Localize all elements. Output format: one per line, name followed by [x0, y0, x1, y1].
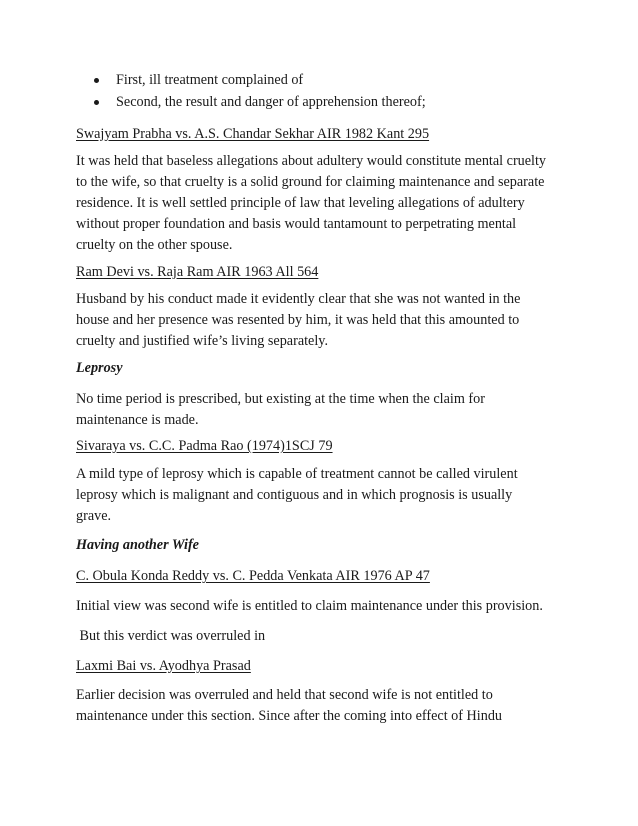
case-citation: C. Obula Konda Reddy vs. C. Pedda Venkata AIR 1976 AP 47 [76, 568, 430, 584]
case-citation: Sivaraya vs. C.C. Padma Rao (1974)1SCJ 79 [76, 438, 333, 454]
bullet-text: First, ill treatment complained of [116, 72, 304, 88]
bullet-item [90, 91, 426, 113]
case-citation: Swajyam Prabha vs. A.S. Chandar Sekhar AIR 1982 Kant 295 [76, 126, 430, 142]
paragraph: Husband by his conduct made it evidently clear that she was not wanted in the house and her presence was resented by him, it was held that this amounted to cruelty and justified wife’s living separately. [76, 291, 521, 349]
bullet-dot-icon [94, 100, 99, 105]
section-heading: Having another Wife [76, 537, 199, 553]
paragraph: It was held that baseless allegations about adultery would constitute mental cruelty to the wife, so that cruelty is a solid ground for claiming maintenance and separate residence. It is well settled principle of law that leveling allegations of adultery without proper foundation and basis would tantamount to perpetrating mental cruelty on the other spouse. [76, 153, 547, 253]
paragraph: Initial view was second wife is entitled to claim maintenance under this provision. [76, 598, 543, 614]
case-citation: Laxmi Bai vs. Ayodhya Prasad [76, 658, 251, 674]
bullet-text: Second, the result and danger of apprehension thereof; [116, 94, 426, 110]
paragraph: A mild type of leprosy which is capable of treatment cannot be called virulent leprosy which is malignant and contiguous and in which prognosis is usually grave. [76, 466, 518, 524]
bullet-dot-icon [94, 78, 99, 83]
paragraph: No time period is prescribed, but existing at the time when the claim for maintenance is made. [76, 391, 485, 428]
paragraph: Earlier decision was overruled and held that second wife is not entitled to maintenance under this section. Since after the coming into effect of Hindu [76, 687, 503, 724]
case-citation: Ram Devi vs. Raja Ram AIR 1963 All 564 [76, 264, 319, 280]
paragraph: But this verdict was overruled in [76, 628, 266, 644]
bullet-list [90, 69, 426, 113]
bullet-item [90, 69, 426, 91]
section-heading: Leprosy [76, 360, 123, 376]
